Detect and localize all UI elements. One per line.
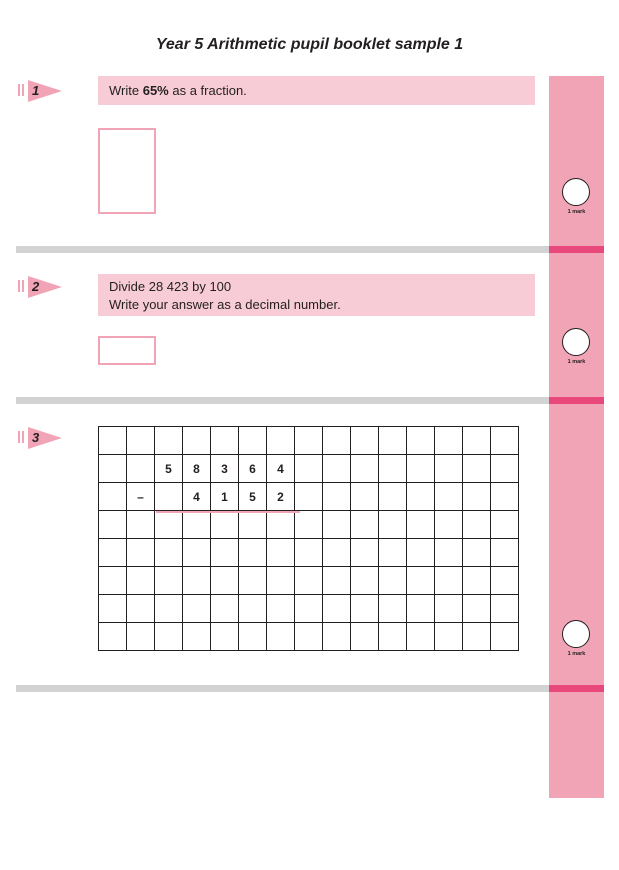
subtraction-underline — [156, 511, 300, 513]
grid-cell[interactable] — [435, 483, 463, 511]
grid-cell[interactable]: 5 — [239, 483, 267, 511]
double-bar-icon — [18, 431, 24, 443]
grid-cell[interactable] — [127, 511, 155, 539]
grid-cell[interactable] — [491, 567, 519, 595]
question-1-prompt — [98, 76, 535, 105]
answer-box-2[interactable] — [98, 336, 156, 365]
grid-cell[interactable] — [183, 539, 211, 567]
grid-cell[interactable]: 4 — [183, 483, 211, 511]
grid-row — [99, 427, 519, 455]
grid-cell[interactable] — [127, 427, 155, 455]
grid-cell[interactable] — [407, 455, 435, 483]
grid-cell[interactable] — [463, 427, 491, 455]
grid-cell[interactable] — [351, 567, 379, 595]
grid-cell[interactable] — [435, 567, 463, 595]
grid-cell[interactable] — [155, 567, 183, 595]
grid-cell[interactable] — [127, 623, 155, 651]
margin-separator — [549, 685, 604, 692]
grid-cell[interactable] — [211, 427, 239, 455]
grid-cell[interactable] — [323, 455, 351, 483]
question-separator — [16, 397, 549, 404]
grid-cell[interactable] — [211, 539, 239, 567]
grid-cell[interactable] — [435, 511, 463, 539]
grid-cell[interactable] — [211, 511, 239, 539]
grid-cell[interactable] — [99, 455, 127, 483]
grid-cell[interactable] — [491, 539, 519, 567]
grid-cell[interactable] — [99, 483, 127, 511]
grid-cell[interactable] — [267, 511, 295, 539]
grid-cell[interactable] — [463, 623, 491, 651]
grid-cell[interactable] — [239, 567, 267, 595]
grid-cell[interactable] — [295, 539, 323, 567]
grid-cell[interactable] — [407, 595, 435, 623]
double-bar-icon — [18, 280, 24, 292]
grid-cell[interactable] — [295, 427, 323, 455]
grid-cell[interactable] — [323, 427, 351, 455]
grid-cell[interactable] — [407, 511, 435, 539]
grid-cell[interactable] — [99, 623, 127, 651]
grid-cell[interactable] — [127, 455, 155, 483]
prompt-text: as a fraction. — [168, 83, 247, 98]
grid-cell[interactable] — [351, 511, 379, 539]
mark-label-3: 1 mark — [567, 651, 586, 657]
grid-cell[interactable] — [379, 483, 407, 511]
grid-cell[interactable] — [267, 427, 295, 455]
grid-cell[interactable] — [379, 455, 407, 483]
working-grid — [98, 426, 519, 651]
mark-circle-3[interactable] — [562, 620, 590, 648]
grid-cell[interactable] — [435, 623, 463, 651]
grid-cell[interactable] — [183, 511, 211, 539]
grid-cell[interactable] — [463, 567, 491, 595]
grid-cell[interactable] — [435, 455, 463, 483]
grid-cell[interactable] — [183, 427, 211, 455]
margin-separator — [549, 397, 604, 404]
question-separator — [16, 246, 549, 253]
grid-cell[interactable] — [491, 511, 519, 539]
grid-cell[interactable] — [267, 539, 295, 567]
grid-cell[interactable] — [491, 483, 519, 511]
grid-cell[interactable] — [295, 511, 323, 539]
grid-cell[interactable] — [407, 427, 435, 455]
grid-cell[interactable] — [379, 567, 407, 595]
grid-cell[interactable] — [323, 539, 351, 567]
grid-cell[interactable] — [99, 427, 127, 455]
grid-cell[interactable] — [211, 623, 239, 651]
grid-row — [99, 595, 519, 623]
grid-cell[interactable]: 5 — [155, 455, 183, 483]
grid-cell[interactable]: 4 — [267, 455, 295, 483]
grid-cell[interactable] — [295, 595, 323, 623]
grid-cell[interactable]: 1 — [211, 483, 239, 511]
grid-cell[interactable] — [99, 511, 127, 539]
grid-cell[interactable] — [463, 595, 491, 623]
grid-cell[interactable] — [407, 539, 435, 567]
grid-cell[interactable] — [491, 455, 519, 483]
mark-label-2: 1 mark — [567, 359, 586, 365]
grid-cell[interactable] — [239, 623, 267, 651]
grid-cell[interactable] — [491, 595, 519, 623]
grid-cell[interactable] — [379, 427, 407, 455]
grid-row — [99, 483, 519, 511]
prompt-line-1: Divide 28 423 by 100 — [109, 279, 232, 294]
grid-cell[interactable] — [323, 483, 351, 511]
grid-cell[interactable] — [267, 595, 295, 623]
question-number: 3 — [32, 430, 40, 445]
grid-cell[interactable] — [183, 567, 211, 595]
grid-cell[interactable] — [323, 511, 351, 539]
grid-cell[interactable] — [127, 595, 155, 623]
double-bar-icon — [18, 84, 24, 96]
grid-cell[interactable] — [379, 511, 407, 539]
question-2-prompt — [98, 274, 535, 316]
grid-cell[interactable] — [267, 567, 295, 595]
grid-cell[interactable] — [491, 427, 519, 455]
answer-box-1[interactable] — [98, 128, 156, 214]
question-number-marker-1 — [18, 80, 66, 102]
grid-cell[interactable] — [127, 539, 155, 567]
grid-cell[interactable] — [435, 595, 463, 623]
grid-cell[interactable] — [435, 427, 463, 455]
grid-cell[interactable] — [463, 455, 491, 483]
question-number-marker-3 — [18, 427, 66, 449]
grid-cell[interactable] — [239, 511, 267, 539]
question-number-marker-2 — [18, 276, 66, 298]
grid-cell[interactable] — [379, 595, 407, 623]
question-separator — [16, 685, 549, 692]
grid-cell[interactable]: 6 — [239, 455, 267, 483]
grid-cell[interactable] — [155, 483, 183, 511]
grid-cell[interactable] — [379, 623, 407, 651]
grid-cell[interactable] — [351, 623, 379, 651]
grid-cell[interactable]: 3 — [211, 455, 239, 483]
grid-cell[interactable] — [155, 595, 183, 623]
prompt-text: Write — [109, 83, 143, 98]
grid-cell[interactable]: 2 — [267, 483, 295, 511]
mark-circle-2[interactable] — [562, 328, 590, 356]
grid-cell[interactable] — [323, 595, 351, 623]
mark-circle-1[interactable] — [562, 178, 590, 206]
grid-cell[interactable] — [379, 539, 407, 567]
grid-cell[interactable] — [127, 567, 155, 595]
prompt-line-2: Write your answer as a decimal number. — [109, 297, 341, 312]
grid-cell[interactable] — [155, 539, 183, 567]
grid-cell[interactable] — [463, 483, 491, 511]
mark-label-1: 1 mark — [567, 209, 586, 215]
grid-cell[interactable] — [407, 623, 435, 651]
grid-cell[interactable] — [351, 427, 379, 455]
grid-cell[interactable] — [295, 455, 323, 483]
grid-cell[interactable] — [463, 511, 491, 539]
grid-cell[interactable]: – — [127, 483, 155, 511]
grid-cell[interactable] — [351, 539, 379, 567]
grid-row — [99, 539, 519, 567]
grid-cell[interactable] — [211, 567, 239, 595]
grid-cell[interactable]: 8 — [183, 455, 211, 483]
grid-cell[interactable] — [463, 539, 491, 567]
grid-row — [99, 511, 519, 539]
grid-cell[interactable] — [323, 623, 351, 651]
grid-cell[interactable] — [267, 623, 295, 651]
question-number: 2 — [32, 279, 40, 294]
grid-cell[interactable] — [183, 595, 211, 623]
grid-cell[interactable] — [491, 623, 519, 651]
question-number: 1 — [32, 83, 40, 98]
grid-cell[interactable] — [435, 539, 463, 567]
grid-row — [99, 455, 519, 483]
grid-cell[interactable] — [323, 567, 351, 595]
margin-separator — [549, 246, 604, 253]
grid-cell[interactable] — [239, 539, 267, 567]
grid-cell[interactable] — [155, 427, 183, 455]
grid-cell[interactable] — [351, 595, 379, 623]
grid-cell[interactable] — [295, 623, 323, 651]
grid-cell[interactable] — [155, 511, 183, 539]
grid-cell[interactable] — [295, 567, 323, 595]
grid-cell[interactable] — [407, 483, 435, 511]
prompt-bold-value: 65% — [142, 83, 169, 98]
grid-cell[interactable] — [239, 595, 267, 623]
grid-cell[interactable] — [155, 623, 183, 651]
grid-cell[interactable] — [183, 623, 211, 651]
grid-cell[interactable] — [351, 455, 379, 483]
grid-row — [99, 567, 519, 595]
grid-cell[interactable] — [351, 483, 379, 511]
grid-cell[interactable] — [99, 567, 127, 595]
grid-cell[interactable] — [99, 595, 127, 623]
page-title: Year 5 Arithmetic pupil booklet sample 1 — [155, 36, 464, 53]
grid-cell[interactable] — [99, 539, 127, 567]
grid-cell[interactable] — [407, 567, 435, 595]
grid-cell[interactable] — [295, 483, 323, 511]
grid-cell[interactable] — [239, 427, 267, 455]
grid-cell[interactable] — [211, 595, 239, 623]
grid-row — [99, 623, 519, 651]
